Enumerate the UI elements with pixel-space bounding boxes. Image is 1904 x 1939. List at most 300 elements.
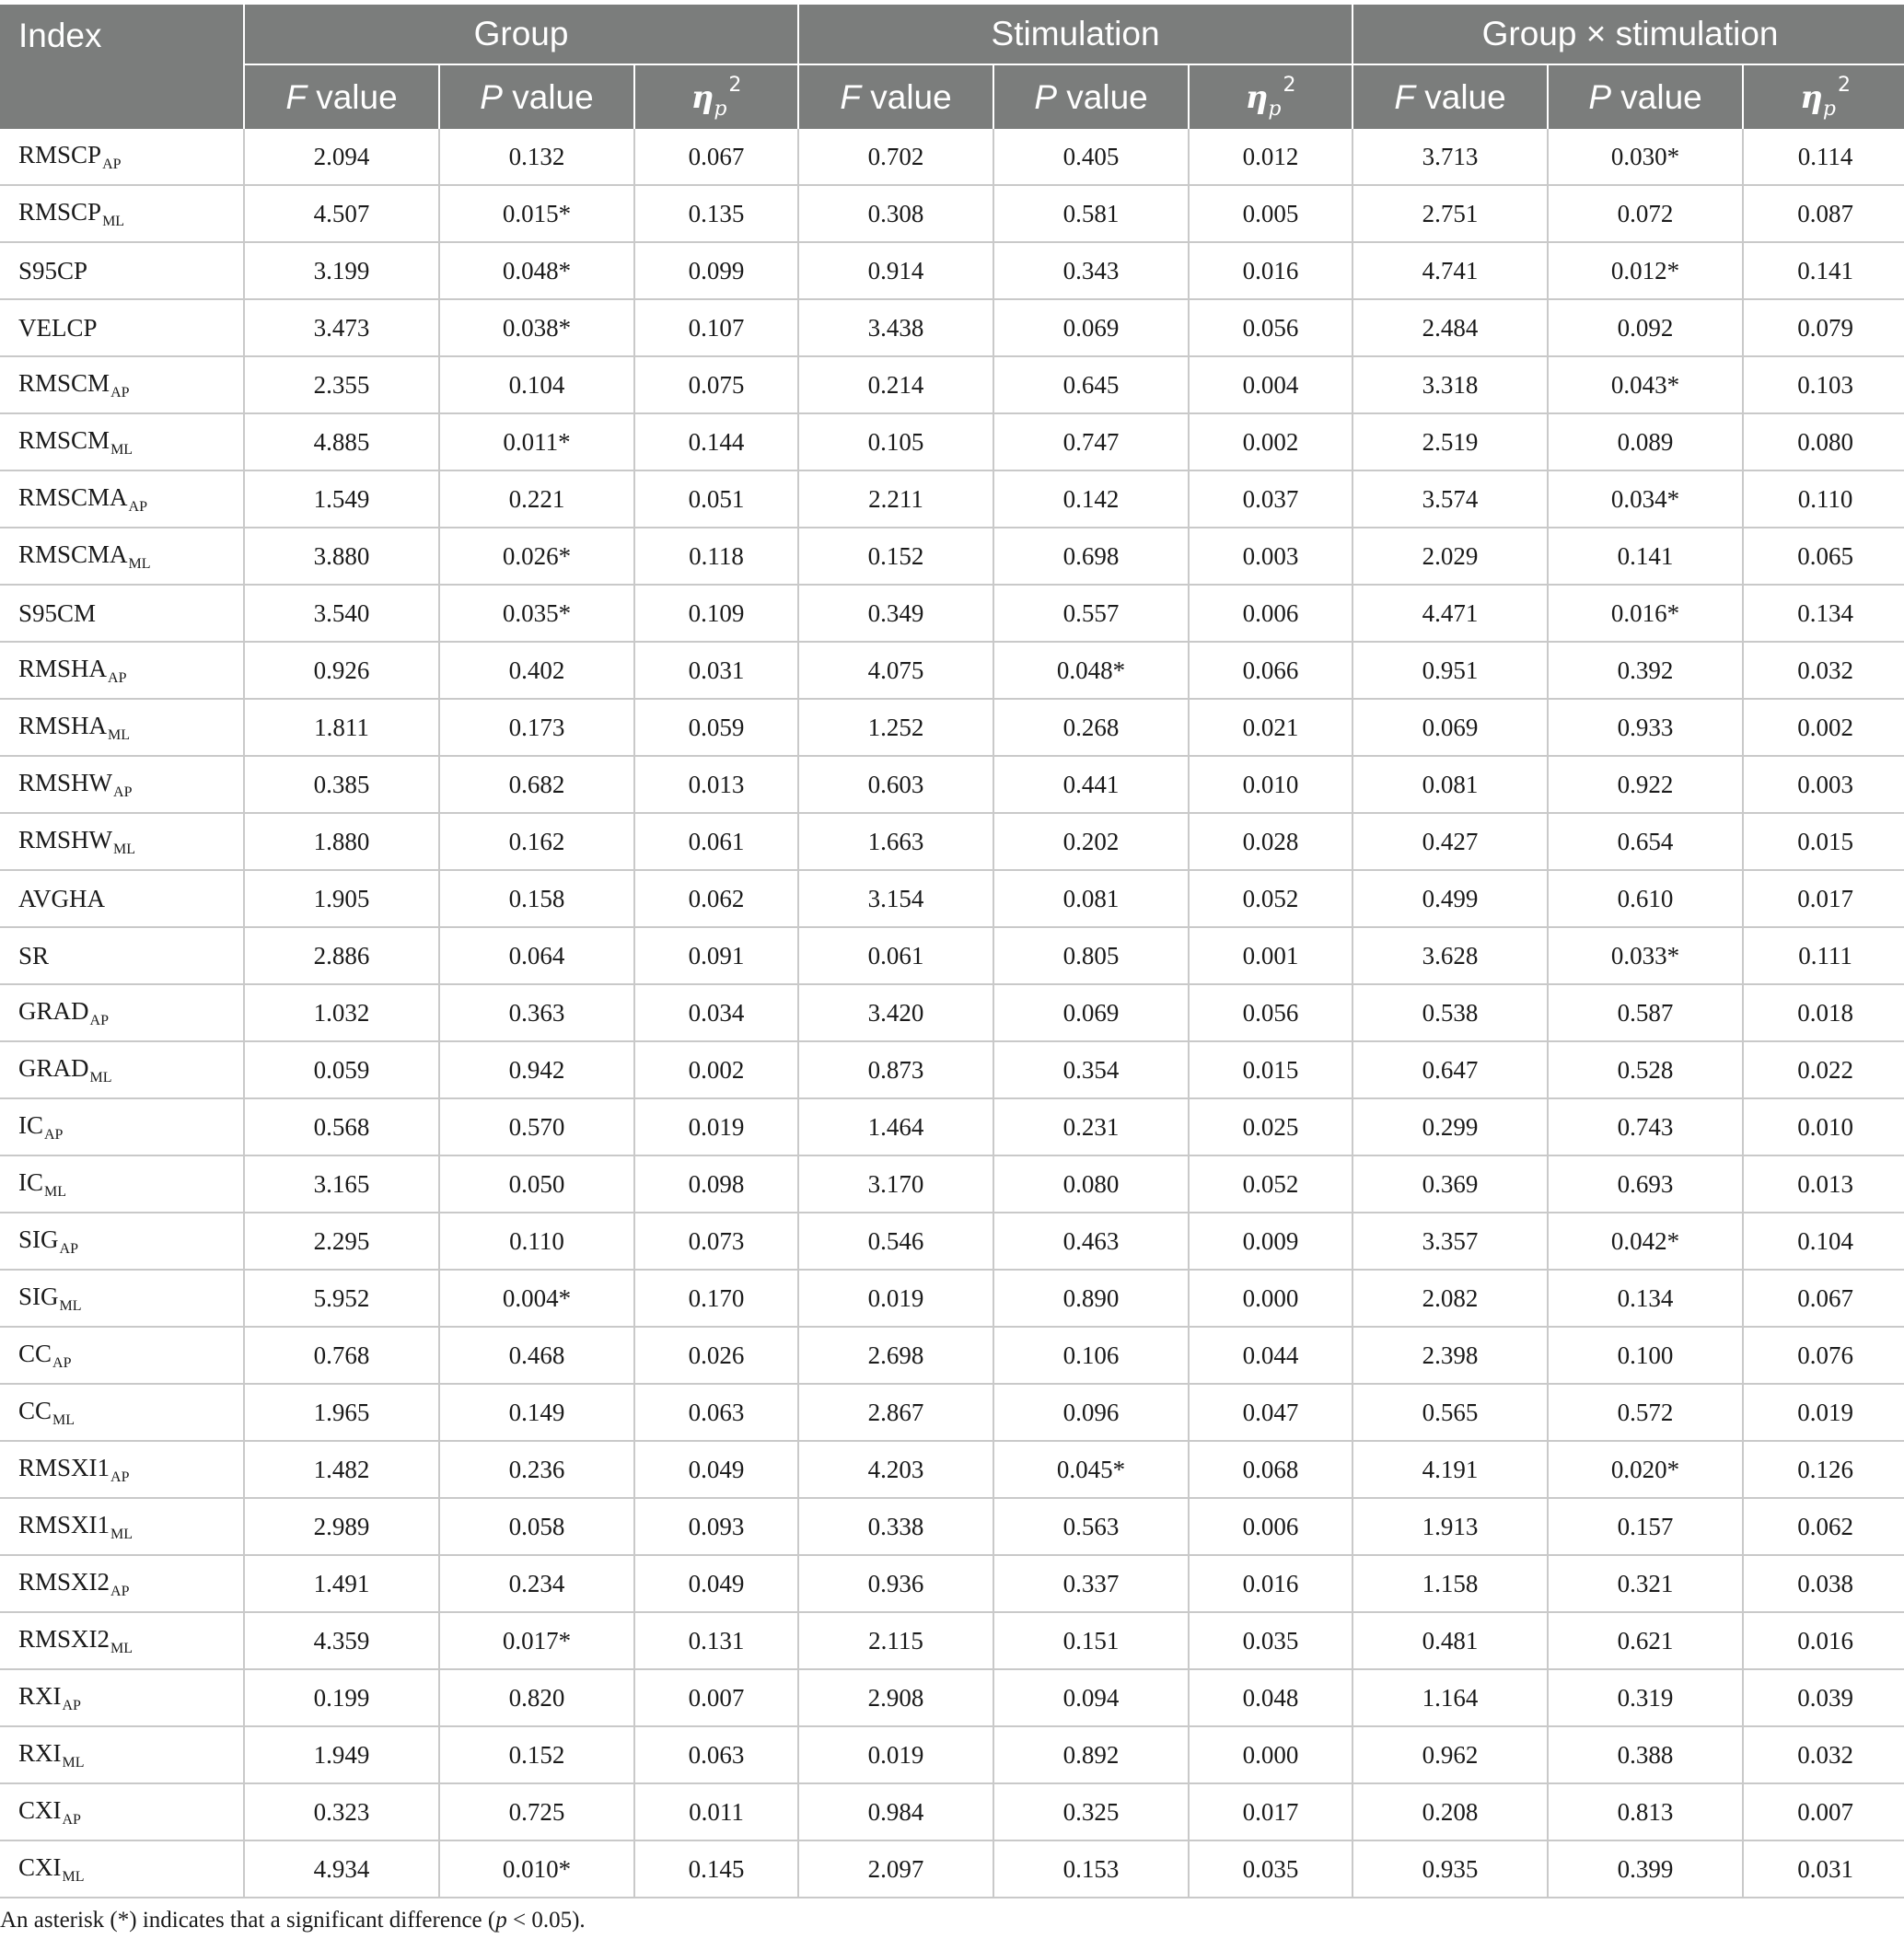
- stimulation-f-value-cell: 3.420: [798, 984, 993, 1041]
- stimulation-p-value-cell: 0.337: [993, 1555, 1189, 1612]
- interaction-eta-squared-cell: 0.015: [1743, 813, 1904, 870]
- footnote-text-after: < 0.05).: [506, 1908, 586, 1933]
- stimulation-p-value-cell: 0.563: [993, 1498, 1189, 1555]
- table-row: [0, 1213, 1904, 1270]
- eta-superscript: 2: [1837, 74, 1851, 97]
- index-name: RMSHA: [18, 654, 108, 682]
- index-cell: [0, 1327, 244, 1384]
- stimulation-eta-squared-cell: 0.009: [1189, 1213, 1353, 1270]
- group-f-value-cell: 1.949: [244, 1726, 439, 1783]
- table-row: [0, 242, 1904, 299]
- group-eta-squared-cell: 0.059: [634, 699, 798, 756]
- index-name: RXI: [18, 1681, 62, 1710]
- interaction-p-value-cell: 0.319: [1548, 1669, 1743, 1726]
- group-eta-squared-cell: 0.075: [634, 356, 798, 413]
- stimulation-eta-squared-cell: 0.048: [1189, 1669, 1353, 1726]
- group-f-value-cell: 0.323: [244, 1783, 439, 1840]
- stimulation-f-value-cell: 4.075: [798, 642, 993, 699]
- index-cell: [0, 129, 244, 185]
- interaction-eta-squared-cell: 0.065: [1743, 528, 1904, 585]
- index-cell: [0, 1041, 244, 1098]
- interaction-f-value-cell: 0.499: [1353, 870, 1548, 927]
- stimulation-p-value-cell: 0.325: [993, 1783, 1189, 1840]
- index-cell: [0, 242, 244, 299]
- stimulation-p-value-cell: 0.202: [993, 813, 1189, 870]
- stimulation-f-value-cell: 1.663: [798, 813, 993, 870]
- stimulation-p-value-cell: 0.557: [993, 585, 1189, 642]
- stimulation-f-value-cell: 0.914: [798, 242, 993, 299]
- stimulation-f-value-cell: 0.984: [798, 1783, 993, 1840]
- value-word: value: [306, 77, 398, 116]
- index-name: SIG: [18, 1282, 59, 1310]
- interaction-p-value-cell: 0.621: [1548, 1612, 1743, 1669]
- interaction-p-value-cell: 0.587: [1548, 984, 1743, 1041]
- stimulation-eta-squared-cell: 0.001: [1189, 927, 1353, 984]
- stimulation-p-value-cell: 0.048*: [993, 642, 1189, 699]
- group-f-value-cell: 1.965: [244, 1384, 439, 1441]
- stimulation-f-value-cell: 3.154: [798, 870, 993, 927]
- group-eta-squared-cell: 0.145: [634, 1840, 798, 1898]
- interaction-f-value-cell: 3.318: [1353, 356, 1548, 413]
- index-name: IC: [18, 1110, 43, 1139]
- stimulation-f-value-cell: 0.152: [798, 528, 993, 585]
- index-name: RMSHW: [18, 768, 113, 796]
- index-name: RMSCMA: [18, 482, 128, 511]
- group-p-value-cell: 0.570: [439, 1098, 634, 1155]
- index-cell: [0, 1098, 244, 1155]
- table-row: [0, 585, 1904, 642]
- stimulation-f-value-cell: 0.019: [798, 1726, 993, 1783]
- group-p-value-cell: 0.011*: [439, 413, 634, 470]
- interaction-eta-squared-cell: 0.114: [1743, 129, 1904, 185]
- eta-subscript: p: [1822, 98, 1836, 121]
- group-eta-squared-cell: 0.107: [634, 299, 798, 356]
- eta-superscript: 2: [1283, 74, 1296, 97]
- group-f-value-cell: 4.885: [244, 413, 439, 470]
- table-row: [0, 528, 1904, 585]
- index-subscript: ML: [108, 726, 131, 743]
- value-word: value: [1057, 77, 1148, 116]
- stimulation-eta-squared-cell: 0.035: [1189, 1612, 1353, 1669]
- interaction-f-value-cell: 4.741: [1353, 242, 1548, 299]
- interaction-p-value-cell: 0.134: [1548, 1270, 1743, 1327]
- stimulation-eta-squared-cell: 0.004: [1189, 356, 1353, 413]
- index-name: SR: [18, 941, 50, 970]
- index-name: RXI: [18, 1738, 62, 1767]
- group-p-value-cell: 0.050: [439, 1155, 634, 1213]
- group-eta-squared-cell: 0.073: [634, 1213, 798, 1270]
- p-symbol: P: [1034, 77, 1057, 116]
- table-footnote: [0, 1908, 586, 1933]
- table-row: [0, 1669, 1904, 1726]
- interaction-eta-squared-cell: 0.022: [1743, 1041, 1904, 1098]
- interaction-f-value-cell: 1.913: [1353, 1498, 1548, 1555]
- group-f-value-cell: 1.905: [244, 870, 439, 927]
- table-row: [0, 1498, 1904, 1555]
- f-symbol: F: [1394, 77, 1415, 116]
- eta-symbol: η: [1800, 79, 1823, 116]
- index-name: RMSHW: [18, 825, 113, 853]
- interaction-p-value-cell: 0.933: [1548, 699, 1743, 756]
- stimulation-p-value-cell: 0.698: [993, 528, 1189, 585]
- stimulation-f-value-cell: 0.338: [798, 1498, 993, 1555]
- interaction-eta-squared-header: [1743, 64, 1904, 129]
- index-name: RMSXI2: [18, 1567, 110, 1596]
- group-eta-squared-cell: 0.170: [634, 1270, 798, 1327]
- index-cell: [0, 585, 244, 642]
- stimulation-eta-squared-cell: 0.016: [1189, 1555, 1353, 1612]
- stimulation-f-value-cell: 3.438: [798, 299, 993, 356]
- index-cell: [0, 1612, 244, 1669]
- interaction-p-value-cell: 0.693: [1548, 1155, 1743, 1213]
- interaction-eta-squared-cell: 0.141: [1743, 242, 1904, 299]
- interaction-p-value-cell: 0.392: [1548, 642, 1743, 699]
- stimulation-eta-squared-cell: 0.056: [1189, 984, 1353, 1041]
- index-name: AVGHA: [18, 884, 106, 912]
- group-f-value-cell: 1.491: [244, 1555, 439, 1612]
- stimulation-p-value-cell: 0.231: [993, 1098, 1189, 1155]
- interaction-eta-squared-cell: 0.013: [1743, 1155, 1904, 1213]
- group-eta-squared-cell: 0.013: [634, 756, 798, 813]
- interaction-eta-squared-cell: 0.032: [1743, 1726, 1904, 1783]
- eta-symbol: η: [691, 79, 714, 116]
- interaction-f-value-cell: 3.628: [1353, 927, 1548, 984]
- index-cell: [0, 1840, 244, 1898]
- stimulation-eta-squared-cell: 0.044: [1189, 1327, 1353, 1384]
- group-f-value-header: [244, 64, 439, 129]
- index-subscript: AP: [52, 1354, 72, 1371]
- interaction-p-value-cell: 0.033*: [1548, 927, 1743, 984]
- table-row: [0, 813, 1904, 870]
- group-f-value-cell: 0.385: [244, 756, 439, 813]
- stimulation-f-value-cell: 1.252: [798, 699, 993, 756]
- index-name: S95CM: [18, 598, 97, 627]
- group-p-value-cell: 0.942: [439, 1041, 634, 1098]
- index-subscript: AP: [110, 1469, 130, 1485]
- group-f-value-cell: 1.482: [244, 1441, 439, 1498]
- interaction-p-value-cell: 0.528: [1548, 1041, 1743, 1098]
- index-cell: [0, 528, 244, 585]
- index-name: GRAD: [18, 1053, 89, 1082]
- interaction-eta-squared-cell: 0.110: [1743, 470, 1904, 528]
- interaction-p-value-cell: 0.100: [1548, 1327, 1743, 1384]
- stimulation-f-value-cell: 0.873: [798, 1041, 993, 1098]
- interaction-eta-squared-cell: 0.067: [1743, 1270, 1904, 1327]
- interaction-eta-squared-cell: 0.018: [1743, 984, 1904, 1041]
- stimulation-p-value-header: [993, 64, 1189, 129]
- group-p-value-cell: 0.104: [439, 356, 634, 413]
- index-cell: [0, 813, 244, 870]
- index-name: RMSXI2: [18, 1624, 110, 1653]
- group-f-value-cell: 3.165: [244, 1155, 439, 1213]
- index-cell: [0, 642, 244, 699]
- stimulation-eta-squared-cell: 0.012: [1189, 129, 1353, 185]
- p-symbol: P: [480, 77, 503, 116]
- stimulation-p-value-cell: 0.441: [993, 756, 1189, 813]
- index-cell: [0, 1213, 244, 1270]
- stimulation-f-value-cell: 2.908: [798, 1669, 993, 1726]
- interaction-p-value-cell: 0.034*: [1548, 470, 1743, 528]
- interaction-f-value-cell: 0.208: [1353, 1783, 1548, 1840]
- group-p-value-cell: 0.038*: [439, 299, 634, 356]
- group-eta-squared-cell: 0.099: [634, 242, 798, 299]
- stimulation-p-value-cell: 0.892: [993, 1726, 1189, 1783]
- interaction-eta-squared-cell: 0.032: [1743, 642, 1904, 699]
- interaction-p-value-cell: 0.072: [1548, 185, 1743, 242]
- index-subscript: AP: [62, 1811, 81, 1828]
- interaction-f-value-cell: 2.484: [1353, 299, 1548, 356]
- interaction-f-value-header: [1353, 64, 1548, 129]
- interaction-p-value-cell: 0.020*: [1548, 1441, 1743, 1498]
- index-cell: [0, 927, 244, 984]
- index-name: RMSCP: [18, 197, 102, 226]
- group-p-value-header: [439, 64, 634, 129]
- group-p-value-cell: 0.162: [439, 813, 634, 870]
- group-p-value-cell: 0.234: [439, 1555, 634, 1612]
- stimulation-f-value-cell: 2.097: [798, 1840, 993, 1898]
- table-row: [0, 1783, 1904, 1840]
- interaction-p-value-cell: 0.030*: [1548, 129, 1743, 185]
- group-p-value-cell: 0.048*: [439, 242, 634, 299]
- interaction-f-value-cell: 0.081: [1353, 756, 1548, 813]
- stimulation-p-value-cell: 0.581: [993, 185, 1189, 242]
- interaction-eta-squared-cell: 0.031: [1743, 1840, 1904, 1898]
- index-cell: [0, 699, 244, 756]
- table-row: [0, 1441, 1904, 1498]
- interaction-p-value-cell: 0.922: [1548, 756, 1743, 813]
- interaction-eta-squared-cell: 0.010: [1743, 1098, 1904, 1155]
- stimulation-f-value-cell: 3.170: [798, 1155, 993, 1213]
- group-eta-squared-cell: 0.019: [634, 1098, 798, 1155]
- interaction-eta-squared-cell: 0.103: [1743, 356, 1904, 413]
- stimulation-eta-squared-cell: 0.015: [1189, 1041, 1353, 1098]
- group-f-value-cell: 1.032: [244, 984, 439, 1041]
- group-eta-squared-cell: 0.051: [634, 470, 798, 528]
- table-row: [0, 870, 1904, 927]
- stimulation-eta-squared-cell: 0.056: [1189, 299, 1353, 356]
- stimulation-f-value-cell: 0.019: [798, 1270, 993, 1327]
- group-eta-squared-cell: 0.131: [634, 1612, 798, 1669]
- index-name: RMSXI1: [18, 1510, 110, 1538]
- interaction-f-value-cell: 0.369: [1353, 1155, 1548, 1213]
- index-name: S95CP: [18, 256, 88, 284]
- group-f-value-cell: 2.295: [244, 1213, 439, 1270]
- group-p-value-cell: 0.820: [439, 1669, 634, 1726]
- interaction-p-value-cell: 0.813: [1548, 1783, 1743, 1840]
- index-subscript: ML: [113, 841, 136, 857]
- stimulation-p-value-cell: 0.081: [993, 870, 1189, 927]
- group-p-value-cell: 0.035*: [439, 585, 634, 642]
- value-word: value: [860, 77, 952, 116]
- stimulation-eta-squared-cell: 0.021: [1189, 699, 1353, 756]
- group-eta-squared-cell: 0.031: [634, 642, 798, 699]
- table-row: [0, 1270, 1904, 1327]
- group-p-value-cell: 0.158: [439, 870, 634, 927]
- group-eta-squared-cell: 0.109: [634, 585, 798, 642]
- group-eta-squared-cell: 0.011: [634, 1783, 798, 1840]
- interaction-eta-squared-cell: 0.134: [1743, 585, 1904, 642]
- stimulation-eta-squared-cell: 0.052: [1189, 1155, 1353, 1213]
- stimulation-f-value-cell: 4.203: [798, 1441, 993, 1498]
- group-p-value-cell: 0.010*: [439, 1840, 634, 1898]
- table-row: [0, 927, 1904, 984]
- interaction-column-header: Group × stimulation: [1353, 5, 1904, 64]
- interaction-f-value-cell: 4.191: [1353, 1441, 1548, 1498]
- eta-subscript: p: [714, 98, 727, 121]
- stimulation-f-value-cell: 0.308: [798, 185, 993, 242]
- table-body: [0, 129, 1904, 1898]
- interaction-eta-squared-cell: 0.007: [1743, 1783, 1904, 1840]
- group-eta-squared-cell: 0.049: [634, 1555, 798, 1612]
- group-p-value-cell: 0.026*: [439, 528, 634, 585]
- index-cell: [0, 1783, 244, 1840]
- interaction-eta-squared-cell: 0.002: [1743, 699, 1904, 756]
- value-word: value: [502, 77, 594, 116]
- table-row: [0, 299, 1904, 356]
- interaction-eta-squared-cell: 0.039: [1743, 1669, 1904, 1726]
- stimulation-f-value-cell: 1.464: [798, 1098, 993, 1155]
- group-eta-squared-cell: 0.135: [634, 185, 798, 242]
- interaction-f-value-cell: 3.713: [1353, 129, 1548, 185]
- index-subscript: ML: [44, 1183, 66, 1200]
- group-p-value-cell: 0.173: [439, 699, 634, 756]
- interaction-p-value-cell: 0.610: [1548, 870, 1743, 927]
- interaction-eta-squared-cell: 0.019: [1743, 1384, 1904, 1441]
- interaction-f-value-cell: 1.158: [1353, 1555, 1548, 1612]
- group-p-value-cell: 0.064: [439, 927, 634, 984]
- index-cell: [0, 185, 244, 242]
- f-symbol: F: [840, 77, 861, 116]
- group-f-value-cell: 5.952: [244, 1270, 439, 1327]
- group-p-value-cell: 0.363: [439, 984, 634, 1041]
- table-row: [0, 699, 1904, 756]
- interaction-eta-squared-cell: 0.111: [1743, 927, 1904, 984]
- index-name: RMSXI1: [18, 1453, 110, 1481]
- group-f-value-cell: 3.540: [244, 585, 439, 642]
- interaction-f-value-cell: 2.029: [1353, 528, 1548, 585]
- group-p-value-cell: 0.468: [439, 1327, 634, 1384]
- group-f-value-cell: 0.568: [244, 1098, 439, 1155]
- group-f-value-cell: 0.926: [244, 642, 439, 699]
- interaction-f-value-cell: 0.951: [1353, 642, 1548, 699]
- table-row: [0, 1098, 1904, 1155]
- index-subscript: ML: [102, 213, 125, 229]
- index-name: RMSCP: [18, 140, 102, 168]
- interaction-f-value-cell: 0.481: [1353, 1612, 1548, 1669]
- interaction-eta-squared-cell: 0.017: [1743, 870, 1904, 927]
- footnote-p-symbol: p: [495, 1908, 507, 1933]
- stimulation-p-value-cell: 0.805: [993, 927, 1189, 984]
- index-subscript: ML: [89, 1069, 112, 1086]
- interaction-p-value-cell: 0.042*: [1548, 1213, 1743, 1270]
- eta-symbol: η: [1245, 79, 1269, 116]
- interaction-p-value-header: [1548, 64, 1743, 129]
- index-cell: [0, 870, 244, 927]
- index-subscript: ML: [128, 555, 151, 572]
- group-eta-squared-cell: 0.007: [634, 1669, 798, 1726]
- stimulation-p-value-cell: 0.268: [993, 699, 1189, 756]
- stimulation-eta-squared-header: [1189, 64, 1353, 129]
- group-p-value-cell: 0.004*: [439, 1270, 634, 1327]
- index-subscript: AP: [59, 1240, 78, 1257]
- table-row: [0, 1555, 1904, 1612]
- group-p-value-cell: 0.132: [439, 129, 634, 185]
- table-row: [0, 1327, 1904, 1384]
- table-row: [0, 185, 1904, 242]
- interaction-f-value-cell: 0.962: [1353, 1726, 1548, 1783]
- index-name: VELCP: [18, 313, 98, 342]
- stimulation-eta-squared-cell: 0.035: [1189, 1840, 1353, 1898]
- interaction-p-value-cell: 0.092: [1548, 299, 1743, 356]
- stimulation-eta-squared-cell: 0.068: [1189, 1441, 1353, 1498]
- value-word: value: [1414, 77, 1506, 116]
- index-cell: [0, 356, 244, 413]
- stimulation-p-value-cell: 0.045*: [993, 1441, 1189, 1498]
- interaction-p-value-cell: 0.141: [1548, 528, 1743, 585]
- group-f-value-cell: 4.359: [244, 1612, 439, 1669]
- group-f-value-cell: 1.549: [244, 470, 439, 528]
- stimulation-f-value-cell: 0.936: [798, 1555, 993, 1612]
- interaction-p-value-cell: 0.016*: [1548, 585, 1743, 642]
- stimulation-p-value-cell: 0.096: [993, 1384, 1189, 1441]
- stimulation-p-value-cell: 0.142: [993, 470, 1189, 528]
- interaction-f-value-cell: 3.357: [1353, 1213, 1548, 1270]
- stimulation-f-value-cell: 0.105: [798, 413, 993, 470]
- stimulation-eta-squared-cell: 0.028: [1189, 813, 1353, 870]
- group-eta-squared-cell: 0.049: [634, 1441, 798, 1498]
- group-p-value-cell: 0.152: [439, 1726, 634, 1783]
- index-name: IC: [18, 1167, 43, 1196]
- group-p-value-cell: 0.402: [439, 642, 634, 699]
- index-subscript: ML: [52, 1411, 75, 1428]
- p-symbol: P: [1588, 77, 1612, 116]
- index-subscript: AP: [128, 498, 147, 515]
- stimulation-p-value-cell: 0.354: [993, 1041, 1189, 1098]
- group-p-value-cell: 0.149: [439, 1384, 634, 1441]
- index-cell: [0, 413, 244, 470]
- subheader-row: [0, 64, 1904, 129]
- stimulation-eta-squared-cell: 0.047: [1189, 1384, 1353, 1441]
- interaction-eta-squared-cell: 0.062: [1743, 1498, 1904, 1555]
- table-header: [0, 5, 1904, 129]
- eta-subscript: p: [1268, 98, 1282, 121]
- interaction-f-value-cell: 0.538: [1353, 984, 1548, 1041]
- interaction-f-value-cell: 2.398: [1353, 1327, 1548, 1384]
- stimulation-f-value-cell: 2.698: [798, 1327, 993, 1384]
- stimulation-eta-squared-cell: 0.025: [1189, 1098, 1353, 1155]
- interaction-eta-squared-cell: 0.076: [1743, 1327, 1904, 1384]
- stimulation-p-value-cell: 0.747: [993, 413, 1189, 470]
- interaction-eta-squared-cell: 0.016: [1743, 1612, 1904, 1669]
- interaction-f-value-cell: 0.069: [1353, 699, 1548, 756]
- interaction-f-value-cell: 1.164: [1353, 1669, 1548, 1726]
- interaction-p-value-cell: 0.321: [1548, 1555, 1743, 1612]
- table-row: [0, 413, 1904, 470]
- stimulation-p-value-cell: 0.343: [993, 242, 1189, 299]
- group-f-value-cell: 3.199: [244, 242, 439, 299]
- table-row: [0, 129, 1904, 185]
- index-subscript: AP: [108, 669, 127, 686]
- group-eta-squared-cell: 0.061: [634, 813, 798, 870]
- table-row: [0, 1384, 1904, 1441]
- group-eta-squared-cell: 0.093: [634, 1498, 798, 1555]
- table-row: [0, 756, 1904, 813]
- group-f-value-cell: 0.059: [244, 1041, 439, 1098]
- table-row: [0, 1155, 1904, 1213]
- table-row: [0, 1041, 1904, 1098]
- group-f-value-cell: 1.811: [244, 699, 439, 756]
- stimulation-p-value-cell: 0.645: [993, 356, 1189, 413]
